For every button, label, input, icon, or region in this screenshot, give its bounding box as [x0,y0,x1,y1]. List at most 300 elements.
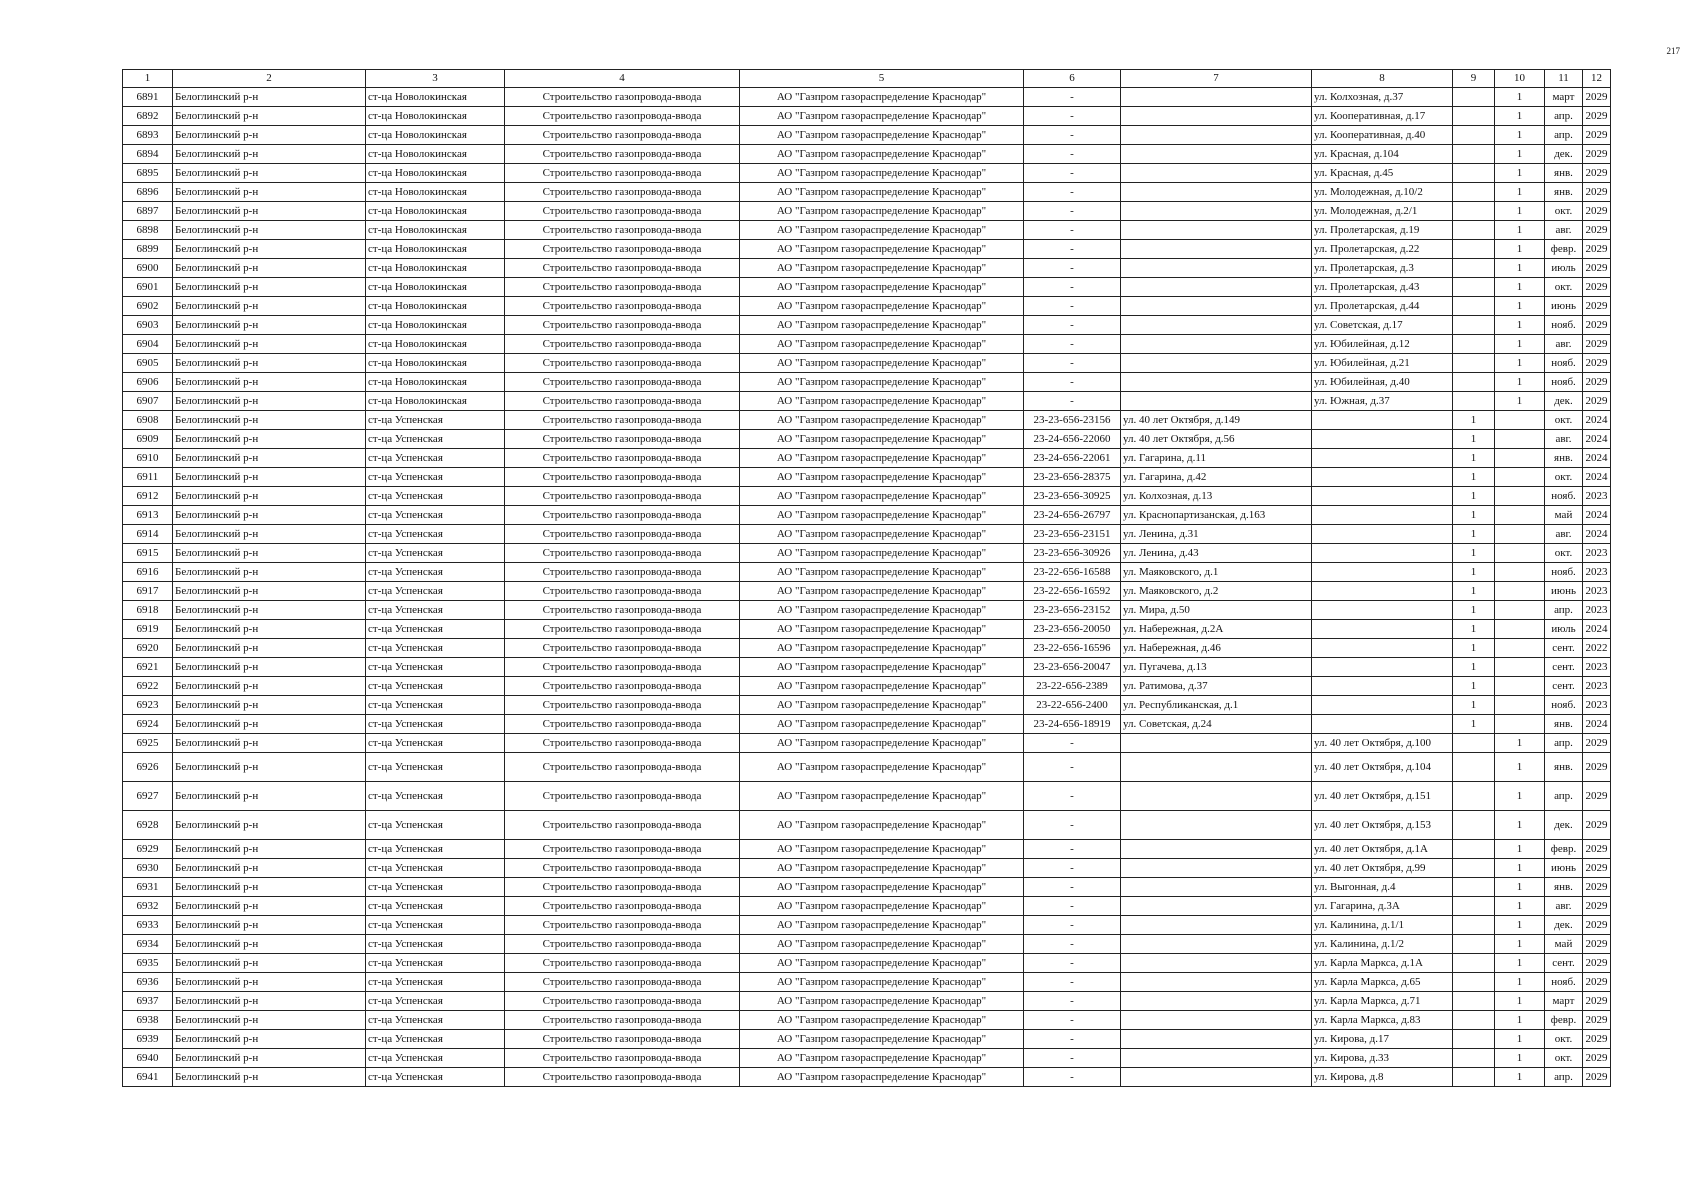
row-number-cell: 6926 [123,753,173,782]
count-col9-cell: 1 [1453,696,1495,715]
row-number-cell: 6921 [123,658,173,677]
year-cell: 2029 [1583,183,1611,202]
count-col10-cell: 1 [1495,316,1545,335]
count-col10-cell [1495,601,1545,620]
month-cell: дек. [1545,145,1583,164]
count-col10-cell: 1 [1495,840,1545,859]
settlement-cell: ст-ца Успенская [366,878,505,897]
district-cell: Белоглинский р-н [173,954,366,973]
count-col9-cell [1453,297,1495,316]
work-type-cell: Строительство газопровода-ввода [505,202,740,221]
address-cell [1121,164,1312,183]
table-row [123,392,1611,411]
count-col10-cell [1495,715,1545,734]
count-col10-cell: 1 [1495,1030,1545,1049]
planned-address-cell [1312,696,1453,715]
organization-cell: АО "Газпром газораспределение Краснодар" [740,430,1024,449]
settlement-cell: ст-ца Успенская [366,430,505,449]
district-cell: Белоглинский р-н [173,897,366,916]
district-cell: Белоглинский р-н [173,126,366,145]
settlement-cell: ст-ца Успенская [366,582,505,601]
count-col10-cell [1495,620,1545,639]
month-cell: авг. [1545,430,1583,449]
planned-address-cell [1312,525,1453,544]
organization-cell: АО "Газпром газораспределение Краснодар" [740,563,1024,582]
work-type-cell: Строительство газопровода-ввода [505,811,740,840]
organization-cell: АО "Газпром газораспределение Краснодар" [740,297,1024,316]
address-cell: ул. Набережная, д.2А [1121,620,1312,639]
year-cell: 2023 [1583,658,1611,677]
cadastral-number-cell: - [1024,392,1121,411]
year-cell: 2029 [1583,373,1611,392]
month-cell: июль [1545,620,1583,639]
year-cell: 2029 [1583,259,1611,278]
month-cell: июнь [1545,859,1583,878]
table-row [123,715,1611,734]
address-cell [1121,897,1312,916]
address-cell [1121,373,1312,392]
year-cell: 2029 [1583,240,1611,259]
organization-cell: АО "Газпром газораспределение Краснодар" [740,601,1024,620]
cadastral-number-cell: - [1024,1011,1121,1030]
organization-cell: АО "Газпром газораспределение Краснодар" [740,164,1024,183]
count-col10-cell: 1 [1495,935,1545,954]
column-header: 7 [1121,70,1312,88]
organization-cell: АО "Газпром газораспределение Краснодар" [740,145,1024,164]
cadastral-number-cell: 23-22-656-2389 [1024,677,1121,696]
address-cell [1121,1049,1312,1068]
column-header: 11 [1545,70,1583,88]
count-col9-cell: 1 [1453,487,1495,506]
district-cell: Белоглинский р-н [173,506,366,525]
count-col9-cell [1453,734,1495,753]
count-col10-cell [1495,525,1545,544]
row-number-cell: 6893 [123,126,173,145]
year-cell: 2029 [1583,954,1611,973]
district-cell: Белоглинский р-н [173,335,366,354]
row-number-cell: 6912 [123,487,173,506]
planned-address-cell: ул. Молодежная, д.10/2 [1312,183,1453,202]
settlement-cell: ст-ца Успенская [366,449,505,468]
address-cell [1121,221,1312,240]
table-row [123,734,1611,753]
planned-address-cell: ул. 40 лет Октября, д.1А [1312,840,1453,859]
district-cell: Белоглинский р-н [173,487,366,506]
count-col10-cell: 1 [1495,145,1545,164]
settlement-cell: ст-ца Успенская [366,487,505,506]
district-cell: Белоглинский р-н [173,164,366,183]
year-cell: 2029 [1583,897,1611,916]
year-cell: 2024 [1583,411,1611,430]
month-cell: апр. [1545,1068,1583,1087]
year-cell: 2029 [1583,1011,1611,1030]
count-col10-cell: 1 [1495,373,1545,392]
address-cell [1121,88,1312,107]
planned-address-cell [1312,468,1453,487]
count-col10-cell: 1 [1495,183,1545,202]
district-cell: Белоглинский р-н [173,753,366,782]
year-cell: 2029 [1583,992,1611,1011]
address-cell [1121,734,1312,753]
organization-cell: АО "Газпром газораспределение Краснодар" [740,506,1024,525]
work-type-cell: Строительство газопровода-ввода [505,973,740,992]
cadastral-number-cell: 23-23-656-23152 [1024,601,1121,620]
year-cell: 2029 [1583,840,1611,859]
table-row [123,582,1611,601]
district-cell: Белоглинский р-н [173,145,366,164]
cadastral-number-cell: - [1024,354,1121,373]
month-cell: авг. [1545,221,1583,240]
count-col9-cell [1453,259,1495,278]
address-cell [1121,335,1312,354]
planned-address-cell: ул. 40 лет Октября, д.151 [1312,782,1453,811]
settlement-cell: ст-ца Успенская [366,1049,505,1068]
row-number-cell: 6901 [123,278,173,297]
table-row [123,620,1611,639]
address-cell: ул. Гагарина, д.11 [1121,449,1312,468]
count-col9-cell [1453,316,1495,335]
district-cell: Белоглинский р-н [173,696,366,715]
organization-cell: АО "Газпром газораспределение Краснодар" [740,782,1024,811]
planned-address-cell: ул. Кирова, д.33 [1312,1049,1453,1068]
table-row [123,544,1611,563]
count-col9-cell [1453,1011,1495,1030]
table-row [123,126,1611,145]
work-type-cell: Строительство газопровода-ввода [505,107,740,126]
table-row [123,1030,1611,1049]
table-row [123,954,1611,973]
work-type-cell: Строительство газопровода-ввода [505,753,740,782]
address-cell [1121,840,1312,859]
organization-cell: АО "Газпром газораспределение Краснодар" [740,840,1024,859]
cadastral-number-cell: 23-23-656-20050 [1024,620,1121,639]
year-cell: 2029 [1583,753,1611,782]
settlement-cell: ст-ца Успенская [366,601,505,620]
count-col9-cell [1453,126,1495,145]
work-type-cell: Строительство газопровода-ввода [505,1068,740,1087]
count-col9-cell [1453,992,1495,1011]
month-cell: сент. [1545,954,1583,973]
count-col10-cell [1495,677,1545,696]
row-number-cell: 6936 [123,973,173,992]
cadastral-number-cell: - [1024,183,1121,202]
month-cell: дек. [1545,392,1583,411]
row-number-cell: 6932 [123,897,173,916]
organization-cell: АО "Газпром газораспределение Краснодар" [740,107,1024,126]
count-col9-cell [1453,935,1495,954]
month-cell: апр. [1545,734,1583,753]
count-col9-cell: 1 [1453,411,1495,430]
work-type-cell: Строительство газопровода-ввода [505,430,740,449]
year-cell: 2029 [1583,935,1611,954]
year-cell: 2029 [1583,316,1611,335]
row-number-cell: 6894 [123,145,173,164]
planned-address-cell: ул. Юбилейная, д.21 [1312,354,1453,373]
count-col9-cell [1453,392,1495,411]
district-cell: Белоглинский р-н [173,107,366,126]
row-number-cell: 6916 [123,563,173,582]
address-cell [1121,145,1312,164]
month-cell: авг. [1545,335,1583,354]
organization-cell: АО "Газпром газораспределение Краснодар" [740,878,1024,897]
settlement-cell: ст-ца Новолокинская [366,126,505,145]
cadastral-number-cell: - [1024,221,1121,240]
row-number-cell: 6919 [123,620,173,639]
year-cell: 2029 [1583,916,1611,935]
planned-address-cell: ул. Южная, д.37 [1312,392,1453,411]
address-cell [1121,859,1312,878]
count-col10-cell [1495,696,1545,715]
month-cell: дек. [1545,916,1583,935]
address-cell [1121,878,1312,897]
row-number-cell: 6900 [123,259,173,278]
column-header: 5 [740,70,1024,88]
settlement-cell: ст-ца Успенская [366,734,505,753]
organization-cell: АО "Газпром газораспределение Краснодар" [740,202,1024,221]
month-cell: май [1545,506,1583,525]
count-col9-cell [1453,278,1495,297]
organization-cell: АО "Газпром газораспределение Краснодар" [740,897,1024,916]
settlement-cell: ст-ца Успенская [366,935,505,954]
settlement-cell: ст-ца Успенская [366,411,505,430]
row-number-cell: 6927 [123,782,173,811]
row-number-cell: 6931 [123,878,173,897]
cadastral-number-cell: 23-23-656-23156 [1024,411,1121,430]
row-number-cell: 6913 [123,506,173,525]
year-cell: 2024 [1583,430,1611,449]
year-cell: 2024 [1583,525,1611,544]
count-col9-cell [1453,753,1495,782]
row-number-cell: 6939 [123,1030,173,1049]
column-header: 2 [173,70,366,88]
cadastral-number-cell: - [1024,335,1121,354]
table-row [123,1068,1611,1087]
work-type-cell: Строительство газопровода-ввода [505,88,740,107]
table-row [123,973,1611,992]
settlement-cell: ст-ца Новолокинская [366,316,505,335]
month-cell: нояб. [1545,316,1583,335]
table-row [123,658,1611,677]
row-number-cell: 6911 [123,468,173,487]
row-number-cell: 6924 [123,715,173,734]
row-number-cell: 6928 [123,811,173,840]
district-cell: Белоглинский р-н [173,811,366,840]
table-row [123,935,1611,954]
year-cell: 2023 [1583,563,1611,582]
work-type-cell: Строительство газопровода-ввода [505,544,740,563]
district-cell: Белоглинский р-н [173,259,366,278]
planned-address-cell: ул. Карла Маркса, д.65 [1312,973,1453,992]
work-type-cell: Строительство газопровода-ввода [505,164,740,183]
month-cell: янв. [1545,164,1583,183]
address-cell: ул. Краснопартизанская, д.163 [1121,506,1312,525]
settlement-cell: ст-ца Новолокинская [366,392,505,411]
settlement-cell: ст-ца Успенская [366,753,505,782]
column-header: 12 [1583,70,1611,88]
table-row [123,859,1611,878]
address-cell: ул. Ленина, д.43 [1121,544,1312,563]
district-cell: Белоглинский р-н [173,202,366,221]
count-col9-cell: 1 [1453,677,1495,696]
table-row [123,696,1611,715]
district-cell: Белоглинский р-н [173,992,366,1011]
work-type-cell: Строительство газопровода-ввода [505,639,740,658]
settlement-cell: ст-ца Новолокинская [366,107,505,126]
count-col10-cell: 1 [1495,88,1545,107]
count-col9-cell: 1 [1453,639,1495,658]
settlement-cell: ст-ца Успенская [366,658,505,677]
district-cell: Белоглинский р-н [173,1068,366,1087]
district-cell: Белоглинский р-н [173,734,366,753]
year-cell: 2029 [1583,392,1611,411]
settlement-cell: ст-ца Успенская [366,811,505,840]
settlement-cell: ст-ца Успенская [366,782,505,811]
district-cell: Белоглинский р-н [173,525,366,544]
address-cell [1121,1011,1312,1030]
organization-cell: АО "Газпром газораспределение Краснодар" [740,1030,1024,1049]
planned-address-cell: ул. Красная, д.45 [1312,164,1453,183]
month-cell: сент. [1545,677,1583,696]
year-cell: 2024 [1583,620,1611,639]
count-col9-cell: 1 [1453,525,1495,544]
planned-address-cell [1312,506,1453,525]
planned-address-cell [1312,639,1453,658]
organization-cell: АО "Газпром газораспределение Краснодар" [740,335,1024,354]
month-cell: сент. [1545,639,1583,658]
planned-address-cell: ул. Карла Маркса, д.83 [1312,1011,1453,1030]
month-cell: нояб. [1545,354,1583,373]
month-cell: сент. [1545,658,1583,677]
organization-cell: АО "Газпром газораспределение Краснодар" [740,1049,1024,1068]
work-type-cell: Строительство газопровода-ввода [505,897,740,916]
year-cell: 2029 [1583,202,1611,221]
organization-cell: АО "Газпром газораспределение Краснодар" [740,916,1024,935]
month-cell: апр. [1545,107,1583,126]
month-cell: февр. [1545,240,1583,259]
planned-address-cell: ул. Юбилейная, д.12 [1312,335,1453,354]
settlement-cell: ст-ца Новолокинская [366,373,505,392]
month-cell: янв. [1545,878,1583,897]
count-col10-cell: 1 [1495,221,1545,240]
planned-address-cell: ул. 40 лет Октября, д.153 [1312,811,1453,840]
row-number-cell: 6904 [123,335,173,354]
year-cell: 2023 [1583,677,1611,696]
district-cell: Белоглинский р-н [173,1011,366,1030]
row-number-cell: 6935 [123,954,173,973]
work-type-cell: Строительство газопровода-ввода [505,145,740,164]
cadastral-number-cell: 23-23-656-20047 [1024,658,1121,677]
work-type-cell: Строительство газопровода-ввода [505,316,740,335]
cadastral-number-cell: 23-23-656-30925 [1024,487,1121,506]
district-cell: Белоглинский р-н [173,1030,366,1049]
table-row [123,487,1611,506]
month-cell: янв. [1545,753,1583,782]
district-cell: Белоглинский р-н [173,297,366,316]
cadastral-number-cell: 23-24-656-26797 [1024,506,1121,525]
work-type-cell: Строительство газопровода-ввода [505,992,740,1011]
table-row [123,1049,1611,1068]
planned-address-cell: ул. Юбилейная, д.40 [1312,373,1453,392]
table-row [123,897,1611,916]
count-col9-cell [1453,878,1495,897]
organization-cell: АО "Газпром газораспределение Краснодар" [740,582,1024,601]
count-col9-cell [1453,164,1495,183]
count-col9-cell [1453,916,1495,935]
month-cell: март [1545,88,1583,107]
table-row [123,506,1611,525]
address-cell [1121,954,1312,973]
organization-cell: АО "Газпром газораспределение Краснодар" [740,392,1024,411]
organization-cell: АО "Газпром газораспределение Краснодар" [740,354,1024,373]
table-row [123,411,1611,430]
count-col10-cell: 1 [1495,107,1545,126]
table-row [123,525,1611,544]
month-cell: июнь [1545,582,1583,601]
address-cell [1121,107,1312,126]
month-cell: нояб. [1545,696,1583,715]
organization-cell: АО "Газпром газораспределение Краснодар" [740,1011,1024,1030]
work-type-cell: Строительство газопровода-ввода [505,240,740,259]
count-col10-cell: 1 [1495,734,1545,753]
organization-cell: АО "Газпром газораспределение Краснодар" [740,373,1024,392]
row-number-cell: 6917 [123,582,173,601]
column-header: 8 [1312,70,1453,88]
count-col9-cell [1453,897,1495,916]
address-cell [1121,811,1312,840]
count-col9-cell [1453,373,1495,392]
month-cell: окт. [1545,468,1583,487]
count-col10-cell [1495,449,1545,468]
column-header: 9 [1453,70,1495,88]
count-col9-cell [1453,183,1495,202]
month-cell: июль [1545,259,1583,278]
month-cell: янв. [1545,715,1583,734]
month-cell: дек. [1545,811,1583,840]
month-cell: окт. [1545,411,1583,430]
count-col10-cell [1495,544,1545,563]
planned-address-cell: ул. Колхозная, д.37 [1312,88,1453,107]
district-cell: Белоглинский р-н [173,859,366,878]
organization-cell: АО "Газпром газораспределение Краснодар" [740,620,1024,639]
count-col10-cell [1495,411,1545,430]
row-number-cell: 6898 [123,221,173,240]
year-cell: 2024 [1583,715,1611,734]
district-cell: Белоглинский р-н [173,316,366,335]
row-number-cell: 6923 [123,696,173,715]
work-type-cell: Строительство газопровода-ввода [505,221,740,240]
month-cell: окт. [1545,278,1583,297]
count-col10-cell [1495,658,1545,677]
planned-address-cell: ул. Пролетарская, д.44 [1312,297,1453,316]
district-cell: Белоглинский р-н [173,544,366,563]
work-type-cell: Строительство газопровода-ввода [505,525,740,544]
district-cell: Белоглинский р-н [173,878,366,897]
district-cell: Белоглинский р-н [173,935,366,954]
count-col10-cell: 1 [1495,992,1545,1011]
address-cell [1121,202,1312,221]
row-number-cell: 6929 [123,840,173,859]
district-cell: Белоглинский р-н [173,658,366,677]
row-number-cell: 6915 [123,544,173,563]
count-col10-cell: 1 [1495,973,1545,992]
address-cell: ул. Ленина, д.31 [1121,525,1312,544]
table-row [123,1011,1611,1030]
count-col9-cell: 1 [1453,430,1495,449]
district-cell: Белоглинский р-н [173,582,366,601]
year-cell: 2029 [1583,88,1611,107]
register-table [122,69,1611,1087]
organization-cell: АО "Газпром газораспределение Краснодар" [740,240,1024,259]
